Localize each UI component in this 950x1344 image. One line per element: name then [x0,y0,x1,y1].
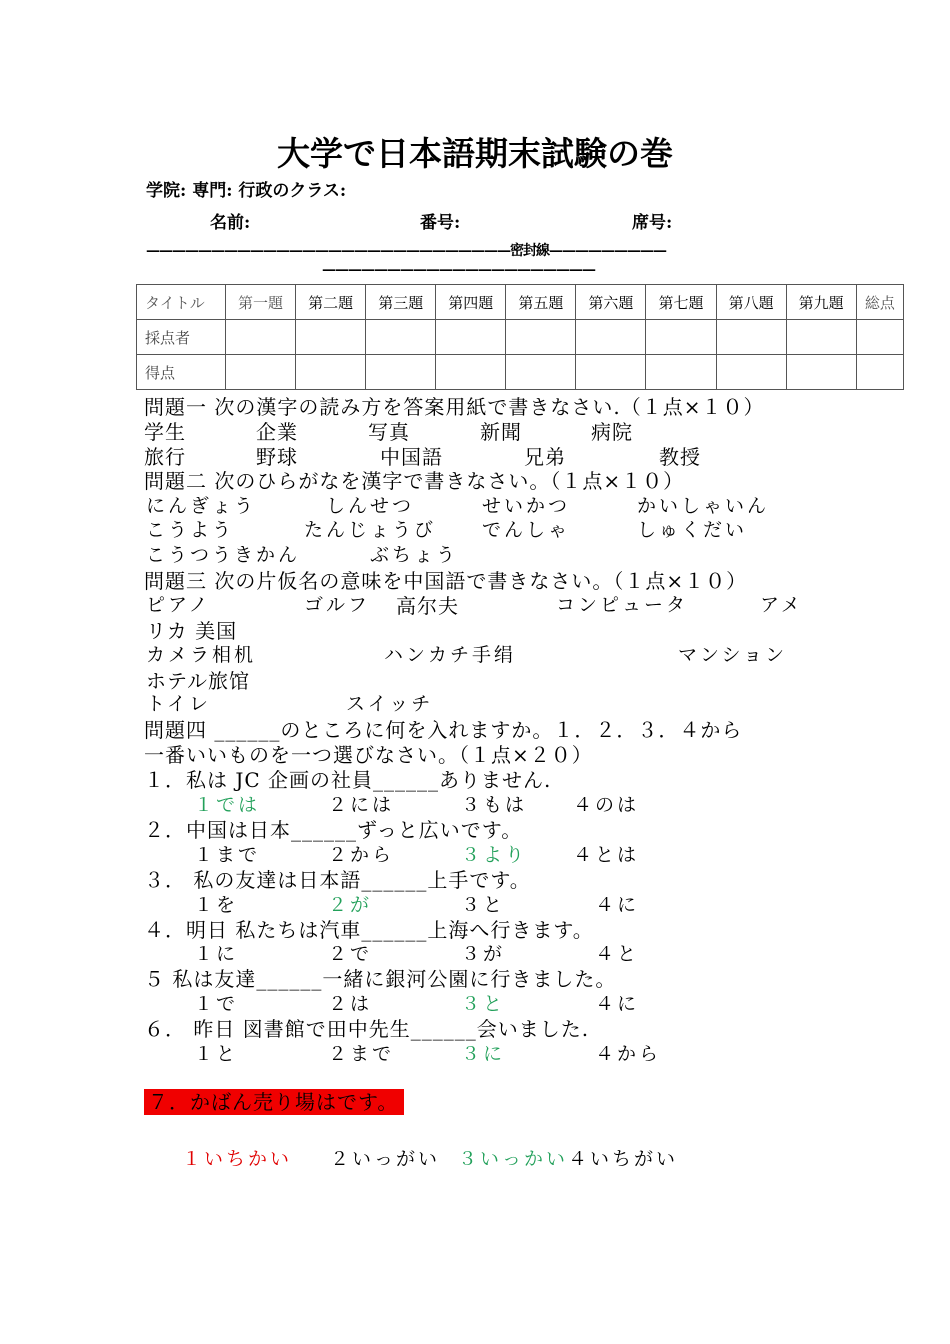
q2-word: せいかつ [482,495,571,517]
score-cell [226,320,296,355]
q4-option: ３に [461,1043,506,1065]
seat-label: 席号: [632,213,673,233]
q4-option: ４に [595,894,640,916]
q7-option: ２いっがい [330,1148,441,1170]
q4-option: ２から [328,844,395,866]
score-cell [436,320,506,355]
seal-line-divider-2: ————————————————————— [322,262,595,278]
q4-option: ２まで [328,1043,395,1065]
q4-option: １まで [194,844,261,866]
score-table-header-cell: 第九題 [786,285,856,320]
q4-option: １に [194,943,239,965]
score-table-header-cell: 第六題 [576,285,646,320]
seal-line-divider: ————————————————————————————密封線————————— [146,243,666,259]
q3-word: リカ 美国 [146,619,238,643]
q2-word: しゅくだい [637,519,748,541]
q4-option: ４のは [573,794,640,816]
score-table-header-cell: 第二題 [296,285,366,320]
q4-option: １で [194,993,239,1015]
score-table [136,284,904,390]
name-label: 名前: [210,213,251,233]
score-table-row-label: 採点者 [137,320,226,355]
score-table-header-cell: 第八題 [716,285,786,320]
q2-word: こうつうきかん [146,544,301,566]
score-cell [646,355,716,390]
number-label: 番号: [420,213,461,233]
q1-word: 野球 [256,445,298,469]
q4-option: ３と [461,993,506,1015]
score-table-header-cell: 第五題 [506,285,576,320]
q4-heading: 問題四 ______のところに何を入れますか。１．２．３．４から [144,718,743,742]
q7-option: ４いちがい [568,1148,679,1170]
page-title: 大学で日本語期末試験の巻 [277,134,673,173]
q3-word: ホテル旅馆 [146,669,250,693]
score-cell [856,320,903,355]
q4-option: ３と [461,894,506,916]
q4-option: ４から [595,1043,662,1065]
q4-option: ４とは [573,844,640,866]
q2-word: たんじょうび [304,519,437,541]
q2-word: でんしゃ [482,519,571,541]
q3-word: スイッチ [346,693,434,715]
q1-word: 新聞 [480,420,522,444]
q1-word: 写真 [368,420,410,444]
q4-heading: 一番いいものを一つ選びなさい。（１点×２０） [144,743,593,767]
score-cell [506,320,576,355]
q3-word: 高尔夫 [396,594,459,618]
q4-option: １を [194,894,239,916]
q4-question: ３． 私の友達は日本語______上手です。 [144,868,531,892]
score-cell [576,355,646,390]
score-table-row-points [137,355,904,390]
q4-option: ３が [461,943,506,965]
q7-option: ３いっかい [458,1148,569,1170]
score-cell [436,355,506,390]
q4-option: ２が [328,894,373,916]
q1-word: 教授 [659,445,701,469]
q1-word: 兄弟 [524,445,566,469]
q4-question: ２．中国は日本______ずっと広いです。 [144,818,523,842]
score-cell [786,320,856,355]
q3-word: ピアノ [146,594,211,616]
score-table-row-grader [137,320,904,355]
score-table-header-cell: タイトル [137,285,226,320]
score-cell [786,355,856,390]
q3-word: アメ [760,594,803,616]
score-cell [646,320,716,355]
score-cell [366,355,436,390]
q3-word: ハンカチ手绢 [384,644,517,666]
q4-question: １．私は JC 企画の社員______ありません. [144,768,552,792]
score-table-header-row [137,285,904,320]
score-table-header-cell: 第三題 [366,285,436,320]
q3-heading: 問題三 次の片仮名の意味を中国語で書きなさい。（１点×１０） [144,569,748,593]
q2-word: かいしゃいん [637,495,770,517]
q4-question-7 [144,1086,404,1115]
q1-word: 旅行 [144,445,186,469]
q4-option: ４と [595,943,640,965]
q2-word: こうよう [146,519,235,541]
q1-word: 中国語 [380,445,443,469]
q4-option: ２で [328,943,373,965]
score-cell [716,320,786,355]
q3-word: ゴルフ [304,594,371,616]
score-table-header-cell: 総点 [856,285,903,320]
score-table-header-cell: 第一題 [226,285,296,320]
q1-heading: 問題一 次の漢字の読み方を答案用紙で書きなさい.（１点×１０） [144,395,765,419]
score-cell [506,355,576,390]
score-table-row-label: 得点 [137,355,226,390]
score-cell [576,320,646,355]
q4-option: ３もは [461,794,528,816]
q4-option: ２は [328,993,373,1015]
score-table-header-cell: 第四題 [436,285,506,320]
q4-question: ５ 私は友達______一緒に銀河公園に行きました。 [144,967,617,991]
q4-option: ３より [461,844,528,866]
score-cell [716,355,786,390]
q1-word: 病院 [591,420,633,444]
q4-option: ４に [595,993,640,1015]
q2-word: ぶちょう [370,544,459,566]
score-cell [296,320,366,355]
q3-word: コンピュータ [556,594,689,616]
score-cell [856,355,903,390]
q4-option: ２には [328,794,395,816]
score-cell [366,320,436,355]
q1-word: 企業 [256,420,298,444]
q4-option: １では [194,794,261,816]
q2-word: しんせつ [326,495,415,517]
q2-heading: 問題二 次のひらがなを漢字で書きなさい。（１点×１０） [144,469,685,493]
q4-question: ６． 昨日 図書館で田中先生______会いました. [144,1017,590,1041]
score-cell [296,355,366,390]
q3-word: マンション [678,644,788,666]
q7-option: １いちかい [182,1148,293,1170]
q4-question: ４．明日 私たちは汽車______上海へ行きます。 [144,918,594,942]
score-cell [226,355,296,390]
q3-word: トイレ [146,693,212,715]
q2-word: にんぎょう [146,495,257,517]
q1-word: 学生 [144,420,186,444]
q4-option: １と [194,1043,239,1065]
score-table-header-cell: 第七題 [646,285,716,320]
school-major-class-line: 学院: 専門: 行政のクラス: [146,181,347,201]
highlighted-question: ７．かばん売り場はです。 [144,1089,404,1115]
q3-word: カメラ相机 [146,644,257,666]
